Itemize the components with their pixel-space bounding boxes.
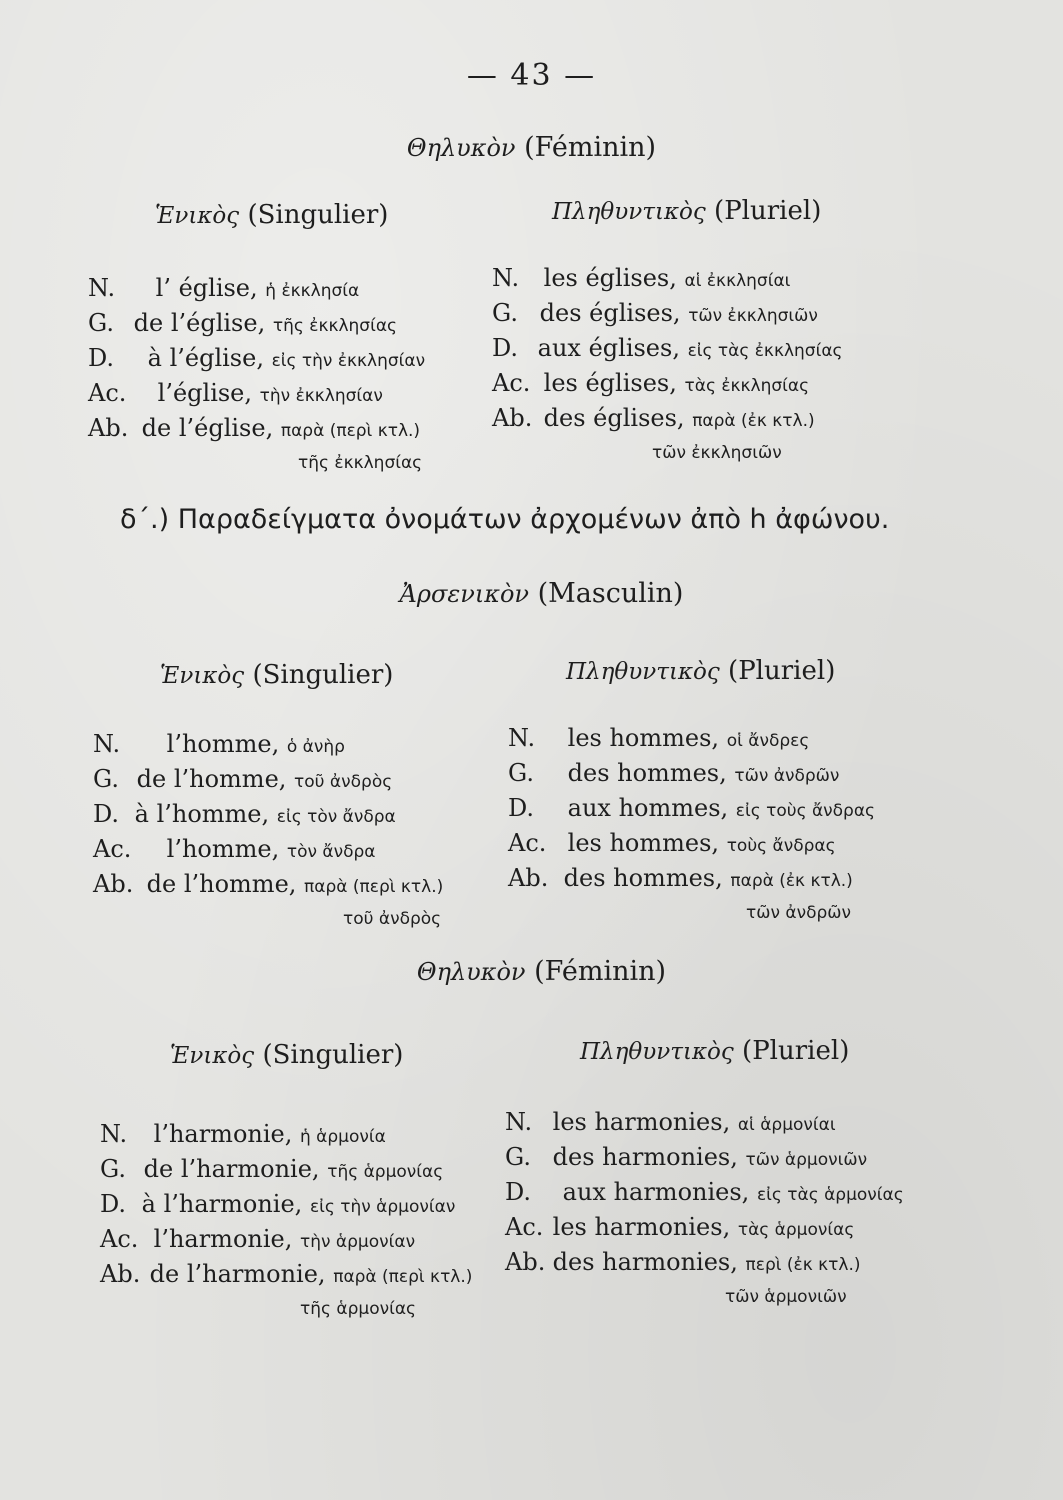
greek-form: παρὰ (περὶ κτλ.) [280, 421, 421, 441]
greek-form: τοὺς ἄνδρας [726, 836, 836, 856]
table-row [505, 1246, 904, 1281]
french-form: de l’homme, [146, 870, 297, 898]
case-label: N. [100, 1120, 128, 1148]
table-row [93, 763, 443, 798]
greek-form: παρὰ (περὶ κτλ.) [304, 877, 444, 897]
greek-form: τὴν ἁρμονίαν [300, 1232, 416, 1252]
case-label: D. [93, 800, 120, 828]
block1-singular-header [155, 200, 388, 230]
greek-form: παρὰ (ἐκ κτλ.) [730, 871, 853, 891]
case-label: G. [93, 765, 119, 793]
french-form: aux harmonies, [562, 1178, 750, 1206]
french-form: les églises, [543, 369, 677, 397]
case-label: Ab. [492, 404, 533, 432]
block1-plural-header [552, 196, 821, 226]
case-label: N. [508, 724, 536, 752]
block2-plural-table [508, 722, 875, 929]
case-label: Ab. [93, 870, 134, 898]
case-label: D. [492, 334, 519, 362]
french-form: l’harmonie, [153, 1120, 293, 1148]
greek-form: εἰς τὴν ἐκκλησίαν [271, 351, 426, 371]
french-form: des hommes, [563, 864, 723, 892]
block1-heading [0, 132, 1063, 163]
greek-form: ἡ ἁρμονία [300, 1127, 386, 1147]
case-label: Ab. [505, 1248, 546, 1276]
continuation-line: τῶν ἐκκλησιῶν [652, 443, 782, 463]
case-label: G. [505, 1143, 531, 1171]
french-form: l’harmonie, [153, 1225, 293, 1253]
case-label: D. [100, 1190, 127, 1218]
french-form: aux hommes, [567, 794, 729, 822]
greek-form: τῆς ἐκκλησίας [272, 316, 398, 336]
table-row [100, 1258, 472, 1293]
french-form: des harmonies, [552, 1248, 738, 1276]
table-row [88, 412, 425, 447]
greek-form: τὰς ἐκκλησίας [684, 376, 810, 396]
case-label: D. [508, 794, 535, 822]
greek-form: οἱ ἄνδρες [726, 731, 810, 751]
french-form: les hommes, [567, 829, 720, 857]
block3-plural-table [505, 1106, 904, 1313]
table-row [508, 862, 875, 897]
greek-form: τῶν ἐκκλησιῶν [688, 306, 818, 326]
table-row [508, 757, 875, 792]
block3-plural-header [580, 1036, 849, 1066]
block2-plural-header [566, 656, 835, 686]
block2-singular-table [93, 728, 443, 935]
table-row [505, 1176, 904, 1211]
continuation-line: τῆς ἁρμονίας [300, 1299, 417, 1319]
greek-form: παρὰ (περὶ κτλ.) [333, 1267, 473, 1287]
french-form: de l’église, [141, 414, 274, 442]
block3-singular-header [170, 1040, 403, 1070]
case-label: Ac. [93, 835, 132, 863]
greek-form: τοῦ ἀνδρὸς [294, 772, 393, 792]
case-label: Ac. [492, 369, 531, 397]
section-title: δ΄.) Παραδείγματα ὀνομάτων ἀρχομένων ἀπὸ h ἀφώνου. [120, 504, 890, 535]
block3-singular-table [100, 1118, 472, 1325]
page-number: — 43 — [466, 58, 597, 93]
table-row [508, 792, 875, 827]
block2-singular-header-greek: Ἑνικὸς [160, 663, 245, 689]
french-form: de l’homme, [136, 765, 287, 793]
table-row [100, 1153, 472, 1188]
block1-plural-table [492, 262, 843, 469]
french-form: de l’harmonie, [143, 1155, 320, 1183]
table-row [88, 377, 425, 412]
french-form: à l’homme, [134, 800, 270, 828]
block1-singular-table [88, 272, 425, 479]
block2-heading [0, 578, 1063, 609]
block3-plural-header-greek: Πληθυντικὸς [580, 1039, 734, 1065]
table-row [492, 332, 843, 367]
case-label: N. [88, 274, 116, 302]
greek-form: εἰς τὴν ἁρμονίαν [309, 1197, 456, 1217]
greek-form: εἰς τοὺς ἄνδρας [735, 801, 876, 821]
case-label: N. [93, 730, 121, 758]
french-form: à l’harmonie, [141, 1190, 303, 1218]
greek-form: εἰς τὰς ἐκκλησίας [687, 341, 843, 361]
continuation-line: τῆς ἐκκλησίας [298, 453, 423, 473]
block3-heading-french: (Féminin) [534, 956, 667, 987]
greek-form: περὶ (ἐκ κτλ.) [745, 1255, 861, 1275]
table-row [93, 868, 443, 903]
french-form: l’homme, [166, 730, 280, 758]
block1-plural-header-greek: Πληθυντικὸς [552, 199, 706, 225]
greek-form: εἰς τὰς ἁρμονίας [756, 1185, 904, 1205]
french-form: de l’harmonie, [149, 1260, 326, 1288]
table-row [492, 297, 843, 332]
block2-singular-header [160, 660, 393, 690]
block2-singular-header-french: (Singulier) [252, 660, 394, 690]
greek-form: τῆς ἁρμονίας [327, 1162, 444, 1182]
french-form: l’ église, [155, 274, 258, 302]
table-row [93, 798, 443, 833]
table-row [492, 367, 843, 402]
french-form: aux églises, [537, 334, 680, 362]
block1-singular-header-greek: Ἑνικὸς [155, 203, 240, 229]
french-form: des églises, [539, 299, 681, 327]
greek-form: αἱ ἐκκλησίαι [684, 271, 791, 291]
case-label: G. [492, 299, 518, 327]
greek-form: τὴν ἐκκλησίαν [259, 386, 383, 406]
case-label: Ac. [505, 1213, 544, 1241]
continuation-line: τῶν ἀνδρῶν [746, 903, 851, 923]
case-label: N. [505, 1108, 533, 1136]
table-row [505, 1106, 904, 1141]
table-row [508, 827, 875, 862]
greek-form: τὸν ἄνδρα [286, 842, 376, 862]
french-form: les hommes, [567, 724, 720, 752]
table-row [508, 722, 875, 757]
case-label: G. [508, 759, 534, 787]
table-row [88, 307, 425, 342]
block1-heading-french: (Féminin) [524, 132, 657, 163]
table-row [505, 1141, 904, 1176]
table-row [100, 1223, 472, 1258]
case-label: Ab. [100, 1260, 141, 1288]
greek-form: τῶν ἁρμονιῶν [745, 1150, 868, 1170]
greek-form: αἱ ἁρμονίαι [737, 1115, 836, 1135]
table-row [492, 262, 843, 297]
french-form: de l’église, [133, 309, 266, 337]
block1-singular-header-french: (Singulier) [247, 200, 389, 230]
french-form: à l’église, [147, 344, 264, 372]
table-row [100, 1188, 472, 1223]
greek-form: τὰς ἁρμονίας [737, 1220, 855, 1240]
french-form: les harmonies, [552, 1108, 731, 1136]
block2-plural-header-french: (Pluriel) [728, 656, 836, 686]
case-label: Ac. [508, 829, 547, 857]
block2-heading-french: (Masculin) [537, 578, 684, 609]
case-label: N. [492, 264, 520, 292]
french-form: l’homme, [166, 835, 280, 863]
table-row [88, 342, 425, 377]
table-row [93, 728, 443, 763]
greek-form: εἰς τὸν ἄνδρα [276, 807, 396, 827]
block3-singular-header-french: (Singulier) [262, 1040, 404, 1070]
block3-heading [0, 956, 1063, 987]
french-form: des hommes, [567, 759, 727, 787]
case-label: Ab. [508, 864, 549, 892]
french-form: les églises, [543, 264, 677, 292]
case-label: D. [505, 1178, 532, 1206]
continuation-line: τῶν ἁρμονιῶν [725, 1287, 847, 1307]
french-form: des harmonies, [552, 1143, 738, 1171]
case-label: G. [100, 1155, 126, 1183]
continuation-line: τοῦ ἀνδρὸς [343, 909, 442, 929]
case-label: D. [88, 344, 115, 372]
french-form: les harmonies, [552, 1213, 731, 1241]
block1-heading-greek: Θηλυκὸν [406, 134, 516, 162]
french-form: des églises, [543, 404, 685, 432]
case-label: Ac. [88, 379, 127, 407]
table-row [93, 833, 443, 868]
block3-singular-header-greek: Ἑνικὸς [170, 1043, 255, 1069]
greek-form: ὁ ἀνὴρ [286, 737, 345, 757]
block1-plural-header-french: (Pluriel) [714, 196, 822, 226]
block2-heading-greek: Ἀρσενικὸν [399, 580, 530, 608]
french-form: l’église, [157, 379, 253, 407]
greek-form: παρὰ (ἐκ κτλ.) [692, 411, 815, 431]
greek-form: ἡ ἐκκλησία [265, 281, 360, 301]
block3-heading-greek: Θηλυκὸν [416, 958, 526, 986]
block2-plural-header-greek: Πληθυντικὸς [566, 659, 720, 685]
case-label: G. [88, 309, 114, 337]
case-label: Ac. [100, 1225, 139, 1253]
table-row [492, 402, 843, 437]
table-row [505, 1211, 904, 1246]
case-label: Ab. [88, 414, 129, 442]
block3-plural-header-french: (Pluriel) [742, 1036, 850, 1066]
table-row [88, 272, 425, 307]
greek-form: τῶν ἀνδρῶν [734, 766, 840, 786]
table-row [100, 1118, 472, 1153]
